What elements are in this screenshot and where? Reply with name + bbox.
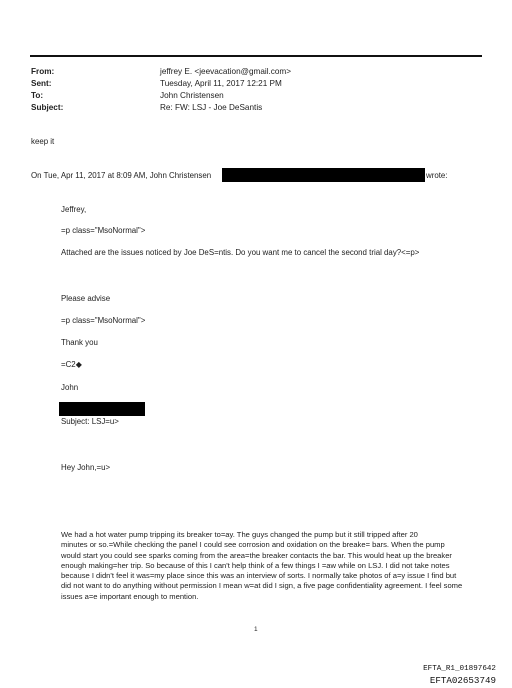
sent-label: Sent: <box>31 79 52 88</box>
paragraph-line: We had a hot water pump tripping its breaker to=ay. The guys changed the pump but it still tripped after 20 <box>61 530 418 539</box>
redaction-email <box>222 168 425 182</box>
paragraph-line: minutes or so.=While checking the panel I could see corrosion and oxidation on the breake= bars. When the pump <box>61 540 445 550</box>
from-label: From: <box>31 67 55 76</box>
paragraph-line: issues a=e important enough to mention. <box>61 591 199 601</box>
redaction-signature <box>59 402 145 416</box>
subject-line: Subject: LSJ=u> <box>61 417 119 426</box>
subject-value: Re: FW: LSJ - Joe DeSantis <box>160 103 263 112</box>
quote-intro-prefix: On Tue, Apr 11, 2017 at 8:09 AM, John Christensen <box>31 171 212 180</box>
paragraph-line: did not want to do anything without permission I mean w=at did I sign, a five page confidentiality agreement. I feel some <box>61 581 463 591</box>
markup-line: =p class="MsoNormal"> <box>61 226 146 235</box>
paragraph-line: would start you could see sparks coming from the area=the breaker contacts the bar. This would heat up the breaker <box>61 550 452 560</box>
thank-you: Thank you <box>61 338 98 347</box>
sent-value: Tuesday, April 11, 2017 12:21 PM <box>160 79 282 88</box>
attached-line: Attached are the issues noticed by Joe DeS=ntis. Do you want me to cancel the second trial day?<=p> <box>61 248 420 257</box>
quote-intro-suffix: wrote: <box>426 171 448 180</box>
markup-line: =p class="MsoNormal"> <box>61 316 146 325</box>
encoded-chars: =C2◆ <box>61 360 82 369</box>
hey-john: Hey John,=u> <box>61 463 111 472</box>
please-advise: Please advise <box>61 294 111 303</box>
from-value: jeffrey E. <jeevacation@gmail.com> <box>160 67 292 76</box>
bates-number-2: EFTA02653749 <box>429 675 496 686</box>
paragraph-line: enough making=her trip. So because of this I can't help think of a few things I =aw while on LSJ. I did not take notes <box>61 560 450 570</box>
page-number: 1 <box>254 626 258 633</box>
body-paragraph <box>61 530 491 602</box>
header-rule <box>30 55 482 57</box>
signature-name: John <box>61 383 79 392</box>
reply-text: keep it <box>31 137 55 146</box>
greeting: Jeffrey, <box>61 205 87 214</box>
to-value: John Christensen <box>160 91 224 100</box>
to-label: To: <box>31 91 44 100</box>
bates-number-1: EFTA_R1_01897642 <box>423 665 496 673</box>
subject-label: Subject: <box>31 103 64 112</box>
paragraph-line: because I didn't feel it was=my place since this was an interview of sorts. I normally take photos of a=y issue I find but <box>61 571 457 581</box>
